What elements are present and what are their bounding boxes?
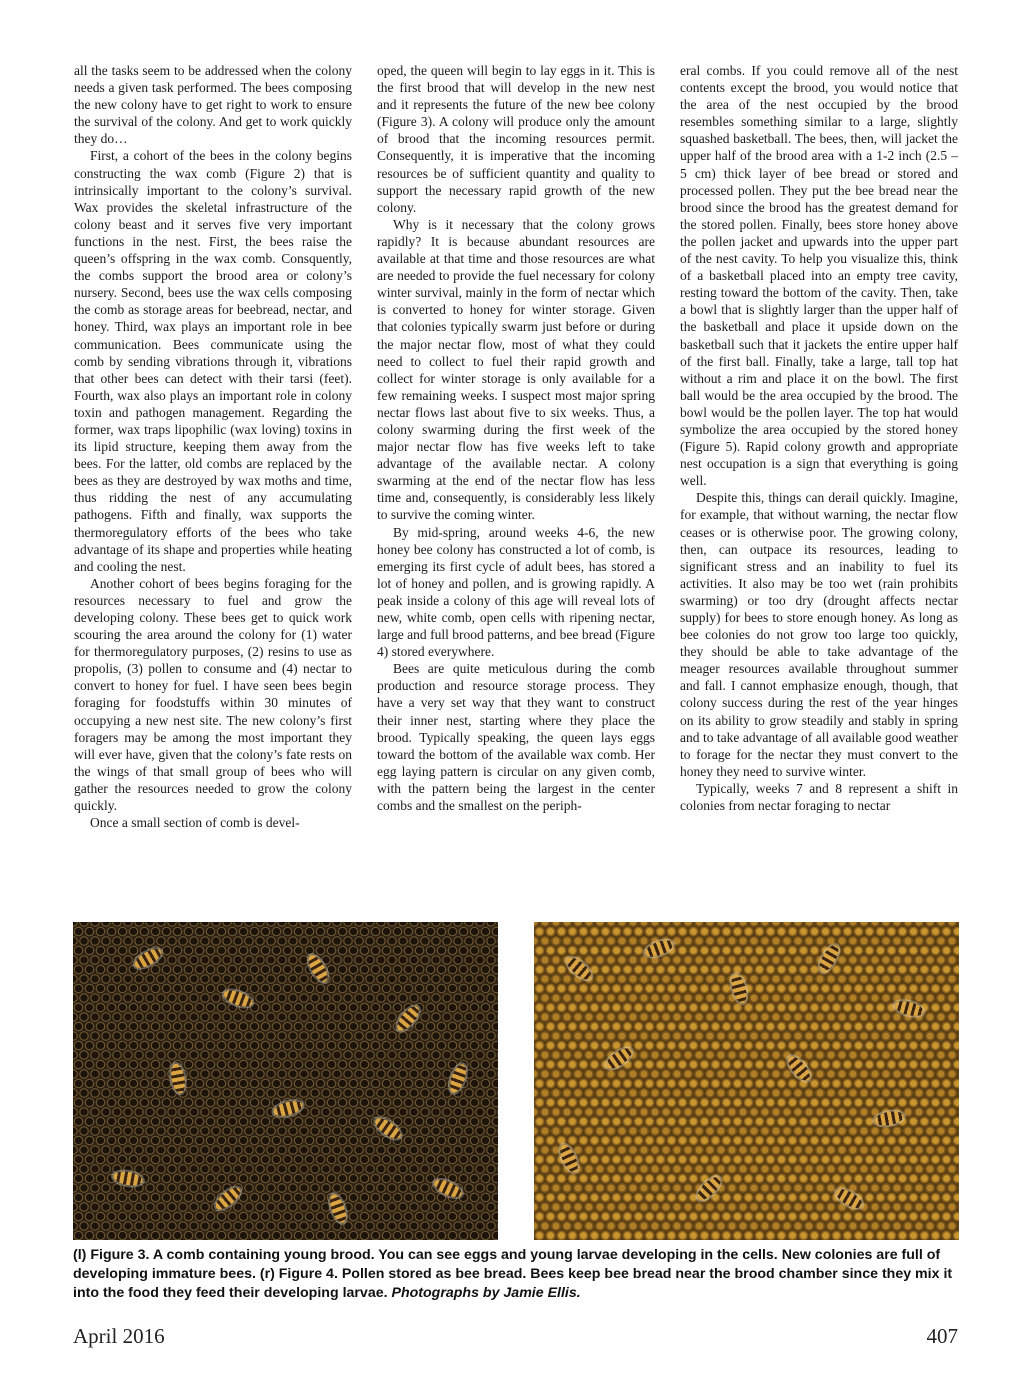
bee-icon — [563, 954, 594, 983]
bee-icon — [212, 1184, 243, 1213]
paragraph: First, a cohort of the bees in the colony begins constructing the wax comb (Figure 2) that is intrinsically important to the colony’s survival. Wax provides the skeletal infrastructure of the colony beast and it serves five very important functions in the nest. First, the bees raise the queen’s offspring in the wax comb. Consquently, the combs support the brood area or colony’s nursery. Second, bees use the wax cells composing the comb as storage areas for beebread, nectar, and honey. Third, wax plays an important role in bee communication. Bees communicate using the comb by sending vibrations through it, vibrations that other bees can detect with their tarsi (feet). Fourth, wax also plays an important role in colony toxin and pathogen management. Regarding the former, wax traps lipophilic (wax loving) toxins in its lipid structure, keeping them away from the bees. For the latter, old combs are replaced by the bees as they are destroyed by wax moths and time, thus ridding the nest of any accumulating pathogens. Fifth and finally, wax supports the thermoregulatory efforts of the bees who take advantage of its shape and properties while heating and cooling the nest. — [74, 148, 352, 574]
bee-icon — [169, 1063, 187, 1095]
bee-icon — [893, 998, 925, 1018]
bee-icon — [557, 1142, 581, 1175]
bee-icon — [112, 1169, 144, 1187]
bee-icon — [873, 1109, 905, 1127]
bee-icon — [729, 972, 749, 1004]
bee-icon — [643, 937, 676, 959]
caption-text: (l) Figure 3. A comb containing young brood. You can see eggs and young larvae developing in the cells. New colonies are full of developing immature bees. (r) Figure 4. Pollen stored as bee bread. Bees keep bee bread near the brood chamber since they mix it into the food they feed their developing larvae. — [73, 1247, 953, 1301]
bee-icon — [432, 1176, 465, 1200]
bee-icon — [305, 952, 331, 984]
bee-icon — [222, 987, 255, 1009]
paragraph: Once a small section of comb is devel- — [90, 815, 300, 831]
text-column-2 — [377, 62, 655, 814]
bee-icon — [603, 1045, 635, 1073]
paragraph: Typically, weeks 7 and 8 represent a shift in colonies from nectar foraging to nectar — [680, 780, 958, 814]
paragraph: Despite this, things can derail quickly. Imagine, for example, that without warning, the nectar flow ceases or is otherwise poor. The growing colony, then, can outpace its resources, leading to significant stress and an inability to fuel its activities. It also may be too wet (rain prohibits swarming) or too dry (drought affects nectar supply) for bees to store enough honey. As long as bee colonies do not grow too large too quickly, they should be able to take advantage of the meager resources available throughout summer and fall. I cannot emphasize enough, though, that colony success during the rest of the year hinges on its ability to grow steadily and stably in spring and to take advantage of all available good weather to forage for the nectar they must convert to the honey they need to survive winter. — [680, 490, 958, 779]
paragraph: By mid-spring, around weeks 4-6, the new honey bee colony has constructed a lot of comb, is emerging its first cycle of adult bees, has stored a lot of honey and pollen, and is growing rapidly. A peak inside a colony of this age will reveal lots of new, white comb, open cells with ripening nectar, large and full brood patterns, and bee bread (Figure 4) stored everywhere. — [377, 524, 655, 660]
paragraph: eral combs. If you could remove all of the nest contents except the brood, you would notice that the area of the nest occupied by the brood resembles something similar to a large, slightly squashed basketball. The bees, then, will jacket the upper half of the brood area with a 1-2 inch (2.5 – 5 cm) thick layer of bee bread or stored and processed pollen. They put the bee bread near the brood since the brood has the greatest demand for the stored pollen. Finally, bees store honey above the pollen jacket and upwards into the upper part of the nest cavity. To help you visualize this, think of a basketball placed into an empty tree cavity, resting toward the bottom of the cavity. Then, take a bowl that is slightly larger than the upper half of the basketball and place it upside down on the basketball such that it jackets the entire upper half of the first ball. Finally, take a large, tall top hat without a rim and place it on the bowl. The first ball would be the area occupied by the brood. The bowl would be the pollen layer. The top hat would symbolize the area occupied by the stored honey (Figure 5). Rapid colony growth and appropriate nest occupation is a sign that everything is going well. — [680, 63, 958, 489]
paragraph: Why is it necessary that the colony grows rapidly? It is because abundant resources are available at that time and those resources are what are needed to provide the fuel necessary for colony winter survival, mainly in the form of nectar which is converted to honey for winter storage. Given that colonies typically swarm just before or during the major nectar flow, most of what they could need to collect to fuel their rapid growth and collect for winter storage is only available for a few remaining weeks. I suspect most major spring nectar flows last about five to six weeks. Thus, a colony swarming during the first week of the major nectar flow has five weeks left to take advantage of the available nectar. A colony swarming at the end of the nectar flow has less time and, consequently, is considerably less likely to survive the coming winter. — [377, 216, 655, 523]
paragraph: Bees are quite meticulous during the comb production and resource storage process. They have a very set way that they want to construct their inner nest, starting where they place the brood. Typically speaking, the queen lays eggs toward the bottom of the available wax comb. Her egg laying pattern is circular on any given comb, with the pattern being the largest in the center combs and the smallest on the periph- — [377, 661, 655, 814]
bee-icon — [393, 1003, 422, 1034]
bee-icon — [833, 1185, 865, 1211]
paragraph: oped, the queen will begin to lay eggs in it. This is the first brood that will develop in the new nest and it represents the future of the new bee colony (Figure 3). A colony will produce only the amount of brood that the incoming resources permit. Consequently, it is imperative that the incoming resources be of sufficient quantity and quality to support the necessary rapid growth of the new colony. — [377, 63, 655, 215]
bee-icon — [327, 1192, 349, 1225]
figure-4-bee-bread-photo — [534, 922, 959, 1240]
paragraph: Another cohort of bees begins foraging for the resources necessary to fuel and grow the developing colony. These bees get to quick work scouring the area around the colony for (1) water for thermoregulatory purposes, (2) resins to use as propolis, (3) pollen to consume and (4) nectar to convert to honey for fuel. I have seen bees begin foraging for foodstuffs within 30 minutes of occupying a new nest site. The new colony’s first foragers may be among the most important they will ever have, given that the colony’s fate rests on the wings of that small group of bees who will gather the resources needed to grow the colony quickly. — [74, 575, 352, 814]
page-number: 407 — [926, 1324, 958, 1348]
bee-icon — [447, 1062, 469, 1095]
bee-icon — [784, 1053, 813, 1084]
photo-credit: Photographs by Jamie Ellis. — [391, 1285, 581, 1301]
bee-icon — [132, 945, 164, 971]
bee-icon — [816, 942, 842, 974]
issue-date: April 2016 — [73, 1324, 165, 1348]
bee-icon — [694, 1173, 724, 1203]
text-column-1 — [74, 62, 352, 831]
bee-icon — [272, 1098, 304, 1118]
bee-icon — [372, 1115, 404, 1143]
paragraph: all the tasks seem to be addressed when the colony needs a given task performed. The bees composing the new colony have to get right to work to ensure the survival of the colony. And get to work quickly they do… — [74, 63, 352, 147]
figure-3-brood-comb-photo — [73, 922, 498, 1240]
text-column-3 — [680, 62, 958, 814]
figure-caption — [73, 1246, 961, 1303]
